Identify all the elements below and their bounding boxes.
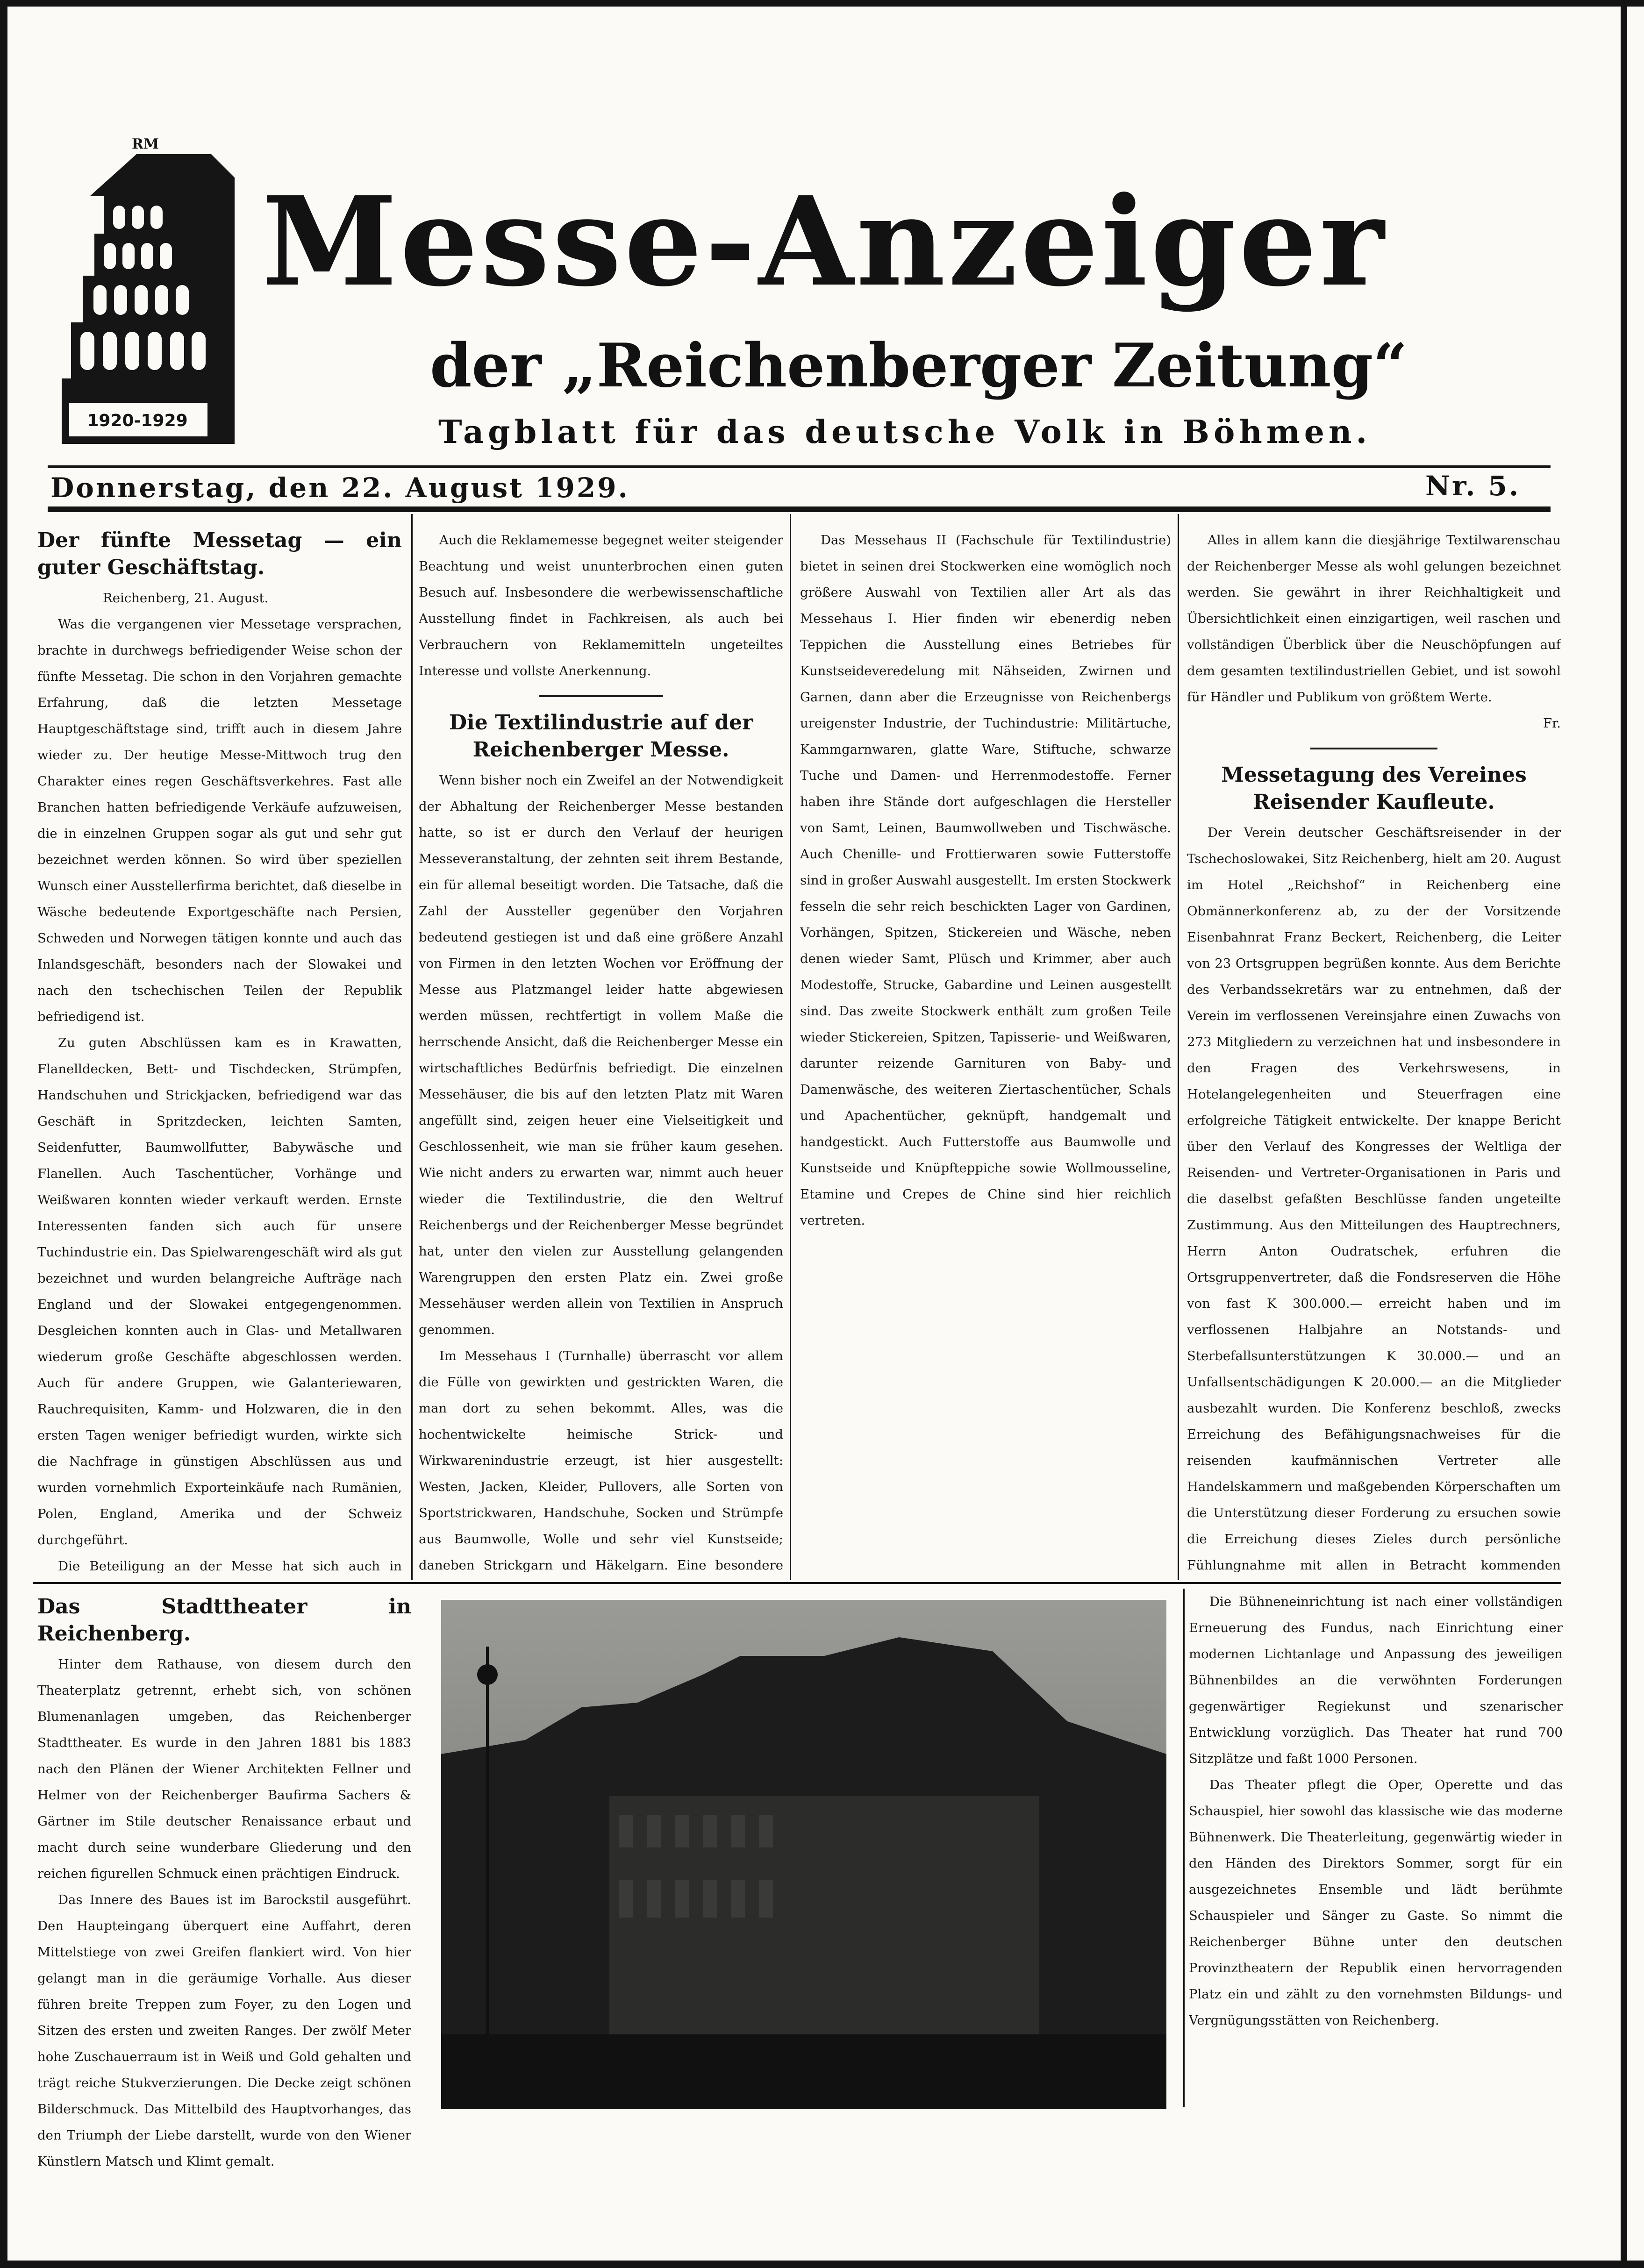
headline-fifth-day: Der fünfte Messetag — ein guter Geschäftstag. <box>37 528 402 579</box>
theatre-column-left <box>37 1593 411 2247</box>
headline-textile: Die Textilindustrie auf der Reichenberger Messe. <box>449 711 753 762</box>
article-end-rule <box>1310 748 1437 749</box>
masthead-rule-upper <box>48 465 1551 468</box>
paragraph: Der Verein deutscher Geschäftsreisender in der Tschechoslowakei, Sitz Reichenberg, hielt am 20. August im Hotel „Reichshof“ in Reichenberg eine Obmännerkonferenz ab, zu der der Vorsitzende Eisenbahnrat Franz Beckert, Reichenberg, die Leiter von 23 Ortsgruppen begrüßen konnte. Aus dem Berichte des Verbandssekretärs war zu entnehmen, daß der Verein im verflossenen Vereinsjahre einen Zuwachs von 273 Mitgliedern zu verzeichnen hat und insbesondere in den Fragen des Verkehrswesens, in Hotelangelegenheiten und Steuerfragen eine erfolgreiche Tätigkeit entwickelte. Der knappe Bericht über den Verlauf des Kongresses der Weltliga der Reisenden- und Vertreter-Organisationen in Paris und die daselbst gefaßten Beschlüsse fanden ungeteilte Zustimmung. Aus den Mitteilungen des Hauptrechners, Herrn Anton Oudratschek, erfuhren die Ortsgruppenvertreter, daß die Fondsreserven die Höhe von fast K 300.000.— erreicht haben und im verflossenen Halbjahre an Notstands- und Sterbefallsunterstützungen K 30.000.— und an Unfallsentschädigungen K 20.000.— an die Mitglieder ausbezahlt wurden. Die Konferenz beschloß, zwecks Erreichung des Befähigungsnachweises für die reisenden kaufmännischen Vertreter alle Handelskammern und maßgebenden Körperschaften um die Unterstützung dieser Forderung zu ersuchen sowie die Erreichung dieses Zieles durch persönliche Fühlungnahme mit allen in Betracht kommenden <box>1187 825 1561 1573</box>
fair-logo <box>57 136 244 453</box>
headline-theatre: Das Stadttheater in Reichenberg. <box>37 1595 411 1646</box>
column-separator-1 <box>411 514 413 1580</box>
masthead-title: Messe-Anzeiger <box>262 170 1387 314</box>
theatre-building-image <box>441 1600 1166 2109</box>
logo-top-text: RM <box>132 136 159 152</box>
masthead-rule-lower <box>48 506 1551 512</box>
column-1 <box>37 527 402 1579</box>
paragraph: Die Bühneneinrichtung ist nach einer vollständigen Erneuerung des Fundus, nach Einrichtung einer modernen Lichtanlage und Anpassung des jeweiligen Bühnenbildes an die verwöhnten Forderungen gegenwärtiger Regiekunst und szenarischer Entwicklung vorzüglich. Das Theater hat rund 700 Sitzplätze und faßt 1000 Personen. <box>1189 1594 1563 1766</box>
paragraph: Auch die Reklamemesse begegnet weiter steigender Beachtung und weist ununterbrochen einen guten Besuch auf. Insbesondere die werbewissenschaftliche Ausstellung findet in Fachkreisen, als auch bei Verbrauchern von Reklamemitteln ungeteiltes Interesse und vollste Anerkennung. <box>419 533 783 678</box>
right-border <box>1621 0 1627 2268</box>
paragraph: Das Innere des Baues ist im Barockstil ausgeführt. Den Haupteingang überquert eine Auffahrt, deren Mittelstiege von zwei Greifen flankiert wird. Von hier gelangt man in die geräumige Vorhalle. Aus dieser führen breite Treppen zum Foyer, zu den Logen und Sitzen des ersten und zweiten Ranges. Der zwölf Meter hohe Zuschauerraum ist in Weiß und Gold gehalten und trägt reiche Stukverzierungen. Die Decke zeigt schönen Bilderschmuck. Das Mittelbild des Hauptvorhanges, das den Triumph der Liebe darstellt, wurde von den Wiener Künstlern Matsch und Klimt gemalt. <box>37 1892 411 2169</box>
column-4 <box>1187 527 1561 1579</box>
column-2 <box>419 527 783 1579</box>
bottom-border <box>0 2261 1644 2268</box>
left-border <box>0 0 7 2268</box>
section-divider <box>33 1582 1561 1584</box>
author-signature: Fr. <box>1543 716 1561 731</box>
theatre-column-right <box>1189 1589 1563 2247</box>
column-separator-lower <box>1183 1589 1185 2107</box>
issue-date: Donnerstag, den 22. August 1929. <box>50 472 629 504</box>
theatre-photo <box>441 1600 1166 2109</box>
paragraph: Das Theater pflegt die Oper, Operette und das Schauspiel, hier sowohl das klassische wie das moderne Bühnenwerk. Die Theaterleitung, gegenwärtig wieder in den Händen des Direktors Sommer, sorgt für ein ausgezeichnetes Ensemble und lädt berühmte Schauspieler und Sänger zu Gaste. So nimmt die Reichenberger Bühne unter den deutschen Provinztheatern der Republik einen hervorragenden Platz ein und zählt zu den vornehmsten Bildungs- und Vergnügungsstätten von Reichenberg. <box>1189 1777 1563 2028</box>
paragraph: Die Beteiligung an der Messe hat sich auch in <box>58 1559 402 1574</box>
paragraph: Was die vergangenen vier Messetage versprachen, brachte in durchwegs befriedigender Weise schon der fünfte Messetag. Die schon in den Vorjahren gemachte Erfahrung, daß die letzten Messetage Hauptgeschäftstage sind, trifft auch in diesem Jahre wieder zu. Der heutige Messe-Mittwoch trug den Charakter eines regen Geschäftsverkehres. Fast alle Branchen hatten befriedigende Verkäufe aufzuweisen, die in einzelnen Gruppen sogar als gut und sehr gut bezeichnet werden können. So wird über speziellen Wunsch einer Ausstellerfirma berichtet, daß dieselbe in Wäsche bedeutende Exportgeschäfte nach Persien, Schweden und Norwegen tätigen konnte und auch das Inlandsgeschäft, besonders nach der Slowakei und nach den tschechischen Teilen der Republik befriedigend ist. <box>37 617 402 1024</box>
article-dateline: Reichenberg, 21. August. <box>103 591 269 606</box>
paragraph: Wenn bisher noch ein Zweifel an der Notwendigkeit der Abhaltung der Reichenberger Messe bestanden hatte, so ist er durch den Verlauf der heurigen Messeveranstaltung, der zehnten seit ihrem Bestande, ein für allemal beseitigt worden. Die Tatsache, daß die Zahl der Aussteller gegenüber den Vorjahren bedeutend gestiegen ist und daß eine größere Anzahl von Firmen in den letzten Wochen vor Eröffnung der Messe aus Platzmangel leider hatte abgewiesen werden müssen, rechtfertigt in vollem Maße die herrschende Ansicht, daß die Reichenberger Messe ein wirtschaftliches Bedürfnis befriedigt. Die einzelnen Messehäuser, die bis auf den letzten Platz mit Waren angefüllt sind, zeigen heuer eine Vielseitigkeit und Geschlossenheit, wie man sie früher kaum gesehen. Wie nicht anders zu erwarten war, nimmt auch heuer wieder die Textilindustrie, die den Weltruf Reichenbergs und der Reichenberger Messe begründet hat, unter den vielen zur Ausstellung gelangenden Warengruppen den ersten Platz ein. Zwei große Messehäuser werden allein von Textilien in Anspruch genommen. <box>419 773 783 1337</box>
tower-logo-icon <box>57 136 244 453</box>
top-border <box>0 0 1644 7</box>
paragraph: Im Messehaus I (Turnhalle) überrascht vor allem die Fülle von gewirkten und gestrickten Waren, die man dort zu sehen bekommt. Alles, was die hochentwickelte heimische Strick- und Wirkwarenindustrie erzeugt, ist hier ausgestellt: Westen, Jacken, Kleider, Pullovers, alle Sorten von Sportstrickwaren, Handschuhe, Socken und Strümpfe aus Baumwolle, Wolle und sehr viel Kunstseide; daneben Strickgarn und Häkelgarn. Eine besondere <box>419 1348 783 1573</box>
masthead-subtitle: der „Reichenberger Zeitung“ <box>430 331 1408 401</box>
column-separator-3 <box>1178 514 1179 1580</box>
paragraph: Alles in allem kann die diesjährige Textilwarenschau der Reichenberger Messe als wohl gelungen bezeichnet werden. Sie gewährt in ihrer Reichhaltigkeit und Übersichtlichkeit einen einzigartigen, weil raschen und vollständigen Überblick über die Neuschöpfungen auf dem gesamten textilindustriellen Gebiet, und ist sowohl für Händler und Publikum von größtem Werte. <box>1187 533 1561 705</box>
paragraph: Hinter dem Rathause, von diesem durch den Theaterplatz getrennt, erhebt sich, von schönen Blumenanlagen umgeben, das Reichenberger Stadttheater. Es wurde in den Jahren 1881 bis 1883 nach den Plänen der Wiener Architekten Fellner und Helmer von der Reichenberger Baufirma Sachers & Gärtner im Stile deutscher Renaissance erbaut und macht durch seine wunderbare Gliederung und den reichen figurellen Schmuck einen prächtigen Eindruck. <box>37 1657 411 1881</box>
paragraph: Das Messehaus II (Fachschule für Textilindustrie) bietet in seinen drei Stockwerken eine womöglich noch größere Auswahl von Textilien aller Art als das Messehaus I. Hier finden wir ebenerdig neben Teppichen die Ausstellung eines Betriebes für Kunstseideveredelung mit Nähseiden, Zwirnen und Garnen, dann aber die Erzeugnisse von Reichenbergs ureigenster Industrie, der Tuchindustrie: Militärtuche, Kammgarnwaren, glatte Ware, Stiftuche, schwarze Tuche und Damen- und Herrenmodestoffe. Ferner haben ihre Stände dort aufgeschlagen die Hersteller von Samt, Leinen, Baumwollweben und Tischwäsche. Auch Chenille- und Frottierwaren sowie Futterstoffe sind in großer Auswahl ausgestellt. Im ersten Stockwerk fesseln die sehr reich beschickten Lager von Gardinen, Vorhängen, Spitzen, Stickereien und Wäsche, neben denen wieder Samt, Plüsch und Krimmer, aber auch Modestoffe, Strucke, Gabardine und Leinen ausgestellt sind. Das zweite Stockwerk enthält zum großen Teile wieder Stickereien, Spitzen, Tapisserie- und Weißwaren, darunter reizende Garnituren von Baby- und Damenwäsche, des weiteren Ziertaschentücher, Schals und Apachentücher, geknüpft, handgemalt und handgestickt. Auch Futterstoffe aus Baumwolle und Kunstseide und Knüpfteppiche sowie Wollmousseline, Etamine und Crepes de Chine sind hier reichlich vertreten. <box>800 533 1171 1228</box>
article-end-rule <box>539 695 663 697</box>
logo-years: 1920-1929 <box>87 411 188 430</box>
masthead-tagline: Tagblatt für das deutsche Volk in Böhmen. <box>438 414 1372 451</box>
column-3 <box>800 527 1171 1579</box>
issue-number: Nr. 5. <box>1425 470 1521 502</box>
column-separator-2 <box>790 514 791 1580</box>
headline-meeting: Messetagung des Vereines Reisender Kaufleute. <box>1221 763 1527 814</box>
paragraph: Zu guten Abschlüssen kam es in Krawatten, Flanelldecken, Bett- und Tischdecken, Strümpfen, Handschuhen und Strickjacken, befriedigend war das Geschäft in Spritzdecken, leichten Samten, Seidenfutter, Baumwollfutter, Babywäsche und Flanellen. Auch Taschentücher, Vorhänge und Weißwaren konnten wieder verkauft werden. Ernste Interessenten fanden sich auch für unsere Tuchindustrie ein. Das Spielwarengeschäft wird als gut bezeichnet und wurden belangreiche Aufträge nach England und der Slowakei entgegengenommen. Desgleichen konnten auch in Glas- und Metallwaren wiederum große Geschäfte abgeschlossen werden. Auch für andere Gruppen, wie Galanteriewaren, Rauchrequisiten, Kamm- und Holzwaren, die in den ersten Tagen weniger befriedigt wurden, wirkte sich die Nachfrage in günstigen Abschlüssen aus und wurden vornehmlich Exporteinkäufe nach Rumänien, Polen, England, Amerika und der Schweiz durchgeführt. <box>37 1035 402 1548</box>
